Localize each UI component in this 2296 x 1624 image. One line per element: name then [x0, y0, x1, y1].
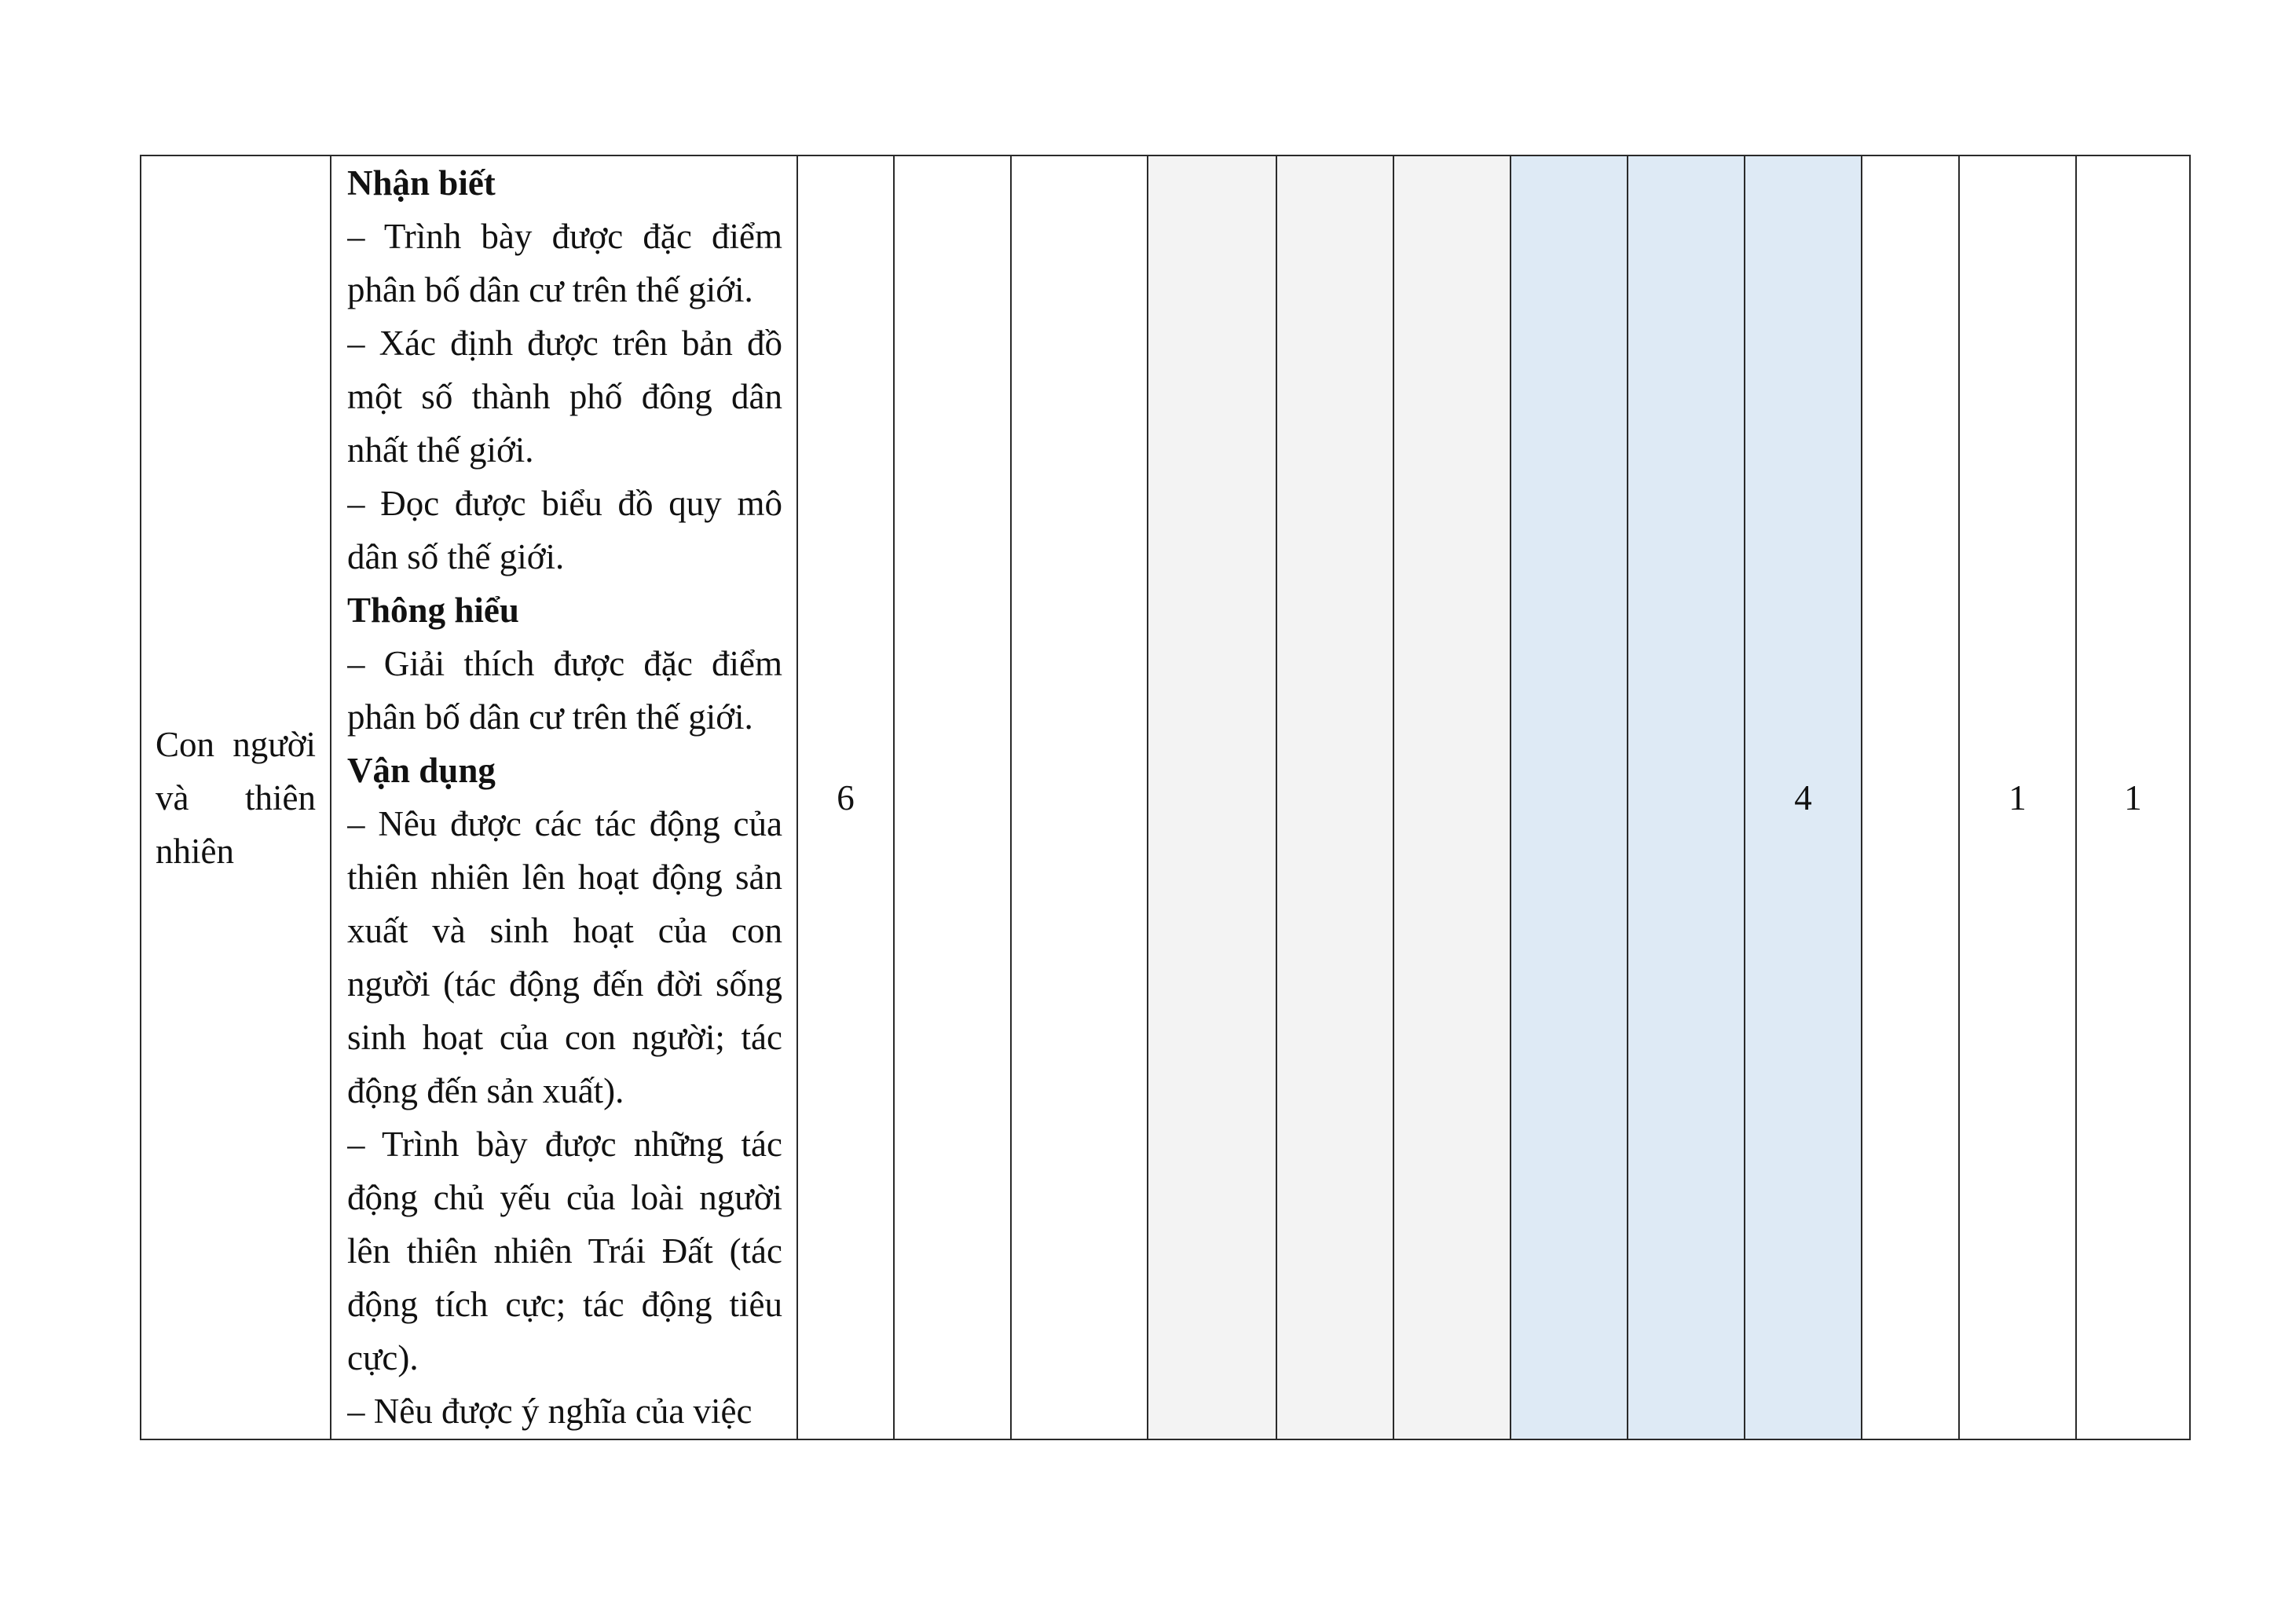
count-cell-5 [1276, 155, 1393, 1439]
level-heading-recognition: Nhận biết [347, 163, 496, 203]
table-row [141, 155, 2190, 1439]
level-heading-comprehension: Thông hiểu [347, 591, 519, 630]
requirements-cell [331, 155, 797, 1439]
requirement-item: – Xác định được trên bản đồ một số thành phố đông dân nhất thế giới. [347, 324, 782, 470]
requirement-item: – Giải thích được đặc điểm phân bố dân cư trên thế giới. [347, 644, 782, 737]
requirement-item: – Đọc được biểu đồ quy mô dân số thế giới. [347, 484, 782, 576]
topic-cell: Con người và thiên nhiên [141, 155, 331, 1439]
count-cell-6 [1393, 155, 1511, 1439]
requirement-item: – Nêu được ý nghĩa của việc [347, 1392, 753, 1431]
requirement-item: – Nêu được các tác động của thiên nhiên lên hoạt động sản xuất và sinh hoạt của con người (tác động đến đời sống sinh hoạt của con người; tác động đến sản xuất). [347, 804, 782, 1110]
count-cell-12: 1 [2076, 155, 2190, 1439]
count-cell-4 [1148, 155, 1276, 1439]
count-cell-1: 6 [797, 155, 894, 1439]
count-cell-9: 4 [1745, 155, 1862, 1439]
count-cell-8 [1628, 155, 1745, 1439]
count-cell-11: 1 [1959, 155, 2076, 1439]
level-heading-application: Vận dụng [347, 751, 496, 790]
count-cell-7 [1511, 155, 1628, 1439]
count-cell-10 [1862, 155, 1959, 1439]
requirements-list [347, 156, 782, 1439]
assessment-matrix-table [140, 155, 2191, 1440]
requirement-item: – Trình bày được những tác động chủ yếu của loài người lên thiên nhiên Trái Đất (tác động tích cực; tác động tiêu cực). [347, 1125, 782, 1377]
count-cell-3 [1011, 155, 1148, 1439]
requirement-item: – Trình bày được đặc điểm phân bố dân cư trên thế giới. [347, 217, 782, 309]
count-cell-2 [894, 155, 1011, 1439]
